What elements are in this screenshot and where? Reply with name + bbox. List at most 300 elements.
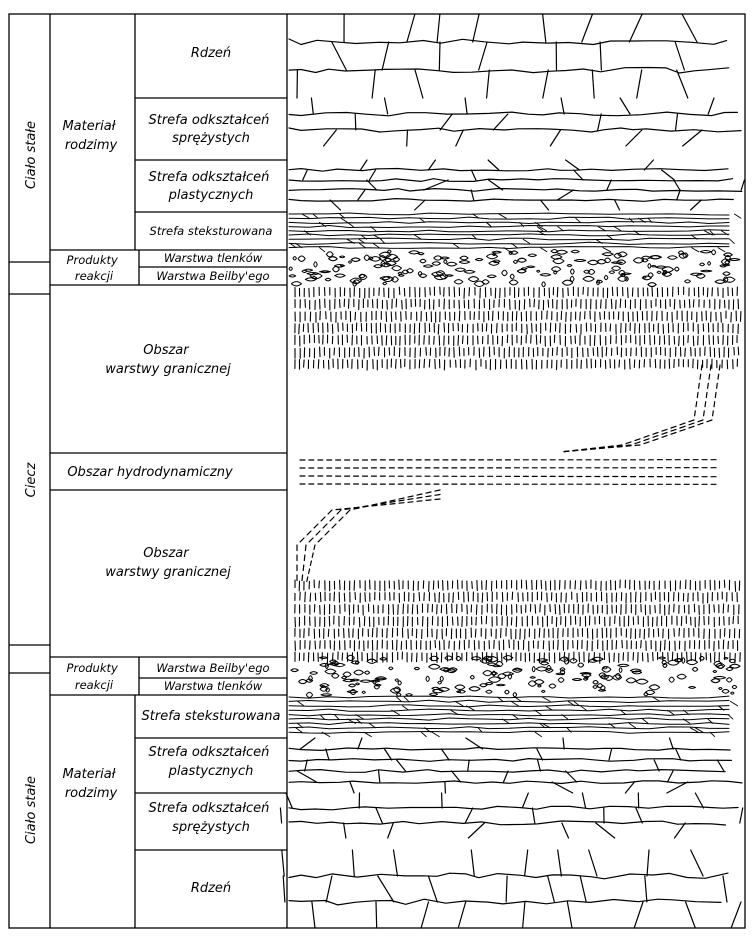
top-elastic-grain-row-line	[289, 128, 741, 132]
top-core-grain-row-line	[289, 39, 727, 45]
lower-flow-dash	[345, 508, 350, 509]
upper-flow-dash	[695, 411, 696, 416]
top-oxide-beilby-debris	[340, 256, 345, 258]
lower-boundary-molecule	[320, 593, 321, 602]
bottom-core-grain-joint	[567, 902, 572, 928]
bottom-beilby-oxide-debris	[632, 671, 641, 674]
top-oxide-beilby-debris	[700, 250, 711, 253]
top-oxide-beilby-debris	[502, 270, 507, 275]
upper-flow-dash	[653, 433, 658, 435]
lower-flow-dash	[304, 555, 305, 561]
top-oxide-beilby-debris	[527, 266, 535, 268]
bottom-beilby-oxide-debris	[558, 678, 564, 683]
bottom-elastic-grain-joint	[388, 823, 394, 838]
bottom-beilby-oxide-debris	[455, 685, 465, 690]
upper-boundary-molecule	[299, 324, 300, 334]
bottom-beilby-oxide-debris	[730, 664, 740, 668]
bottom-core-grain-joint	[282, 850, 284, 876]
lower-boundary-molecule	[665, 640, 666, 650]
top-core-grain-joint	[479, 42, 487, 70]
lower-boundary-molecule	[482, 593, 483, 602]
top-oxide-beilby-debris	[340, 265, 344, 267]
top-textured-lamina-tick	[540, 248, 547, 252]
lower-flow-dash	[399, 500, 404, 501]
upper-flow-dash	[707, 420, 712, 422]
top-oxide-beilby-debris	[542, 282, 546, 287]
bottom-beilby-oxide-debris	[578, 663, 584, 667]
bottom-textured-lamina-tick	[402, 706, 408, 710]
top-oxide-beilby-debris	[444, 260, 447, 264]
bottom-beilby-oxide-debris	[731, 692, 734, 694]
bottom-core-grain-joint	[558, 850, 562, 876]
top-oxide-beilby-debris	[668, 256, 678, 260]
lower-boundary-molecule	[310, 593, 311, 601]
top-textured-lamina-tick	[359, 243, 365, 247]
top-plastic-grain-joint	[358, 190, 365, 200]
upper-boundary-molecule	[685, 348, 686, 356]
upper-flow-dash	[671, 429, 676, 431]
lower-boundary-molecule	[486, 581, 487, 590]
upper-boundary-molecule	[548, 300, 549, 307]
upper-flow-dash	[671, 433, 676, 435]
upper-flow-dash	[717, 383, 718, 388]
upper-boundary-molecule	[534, 299, 535, 307]
bottom-beilby-oxide-debris	[537, 659, 547, 662]
top-oxide-beilby-debris	[314, 262, 318, 267]
lower-boundary-molecule	[714, 605, 715, 612]
lower-boundary-molecule	[334, 592, 335, 601]
bottom-plastic-grain-joint	[504, 771, 509, 782]
top-plastic-zone-label: Strefa odkształceń plastycznych	[148, 170, 270, 203]
top-oxide-beilby-debris	[729, 258, 740, 260]
bottom-beilby-oxide-debris	[291, 669, 298, 672]
upper-boundary-molecule	[610, 324, 611, 331]
lower-flow-dash	[325, 531, 329, 535]
bottom-plastic-grain-joint	[609, 749, 612, 760]
upper-boundary-molecule	[600, 312, 601, 319]
top-oxide-beilby-debris	[724, 253, 733, 257]
bottom-plastic-grain-joint	[452, 771, 461, 782]
bottom-textured-lamina-tick	[298, 701, 304, 705]
bottom-elastic-grain-joint	[468, 823, 484, 838]
upper-flow-dash	[653, 439, 658, 441]
bottom-textured-lamina-tick	[629, 723, 635, 727]
upper-boundary-molecule	[619, 360, 620, 367]
bottom-elastic-grain-joint	[695, 793, 703, 808]
lower-flow-dash	[426, 492, 431, 493]
lower-flow-dash	[408, 499, 413, 500]
bottom-beilby-oxide-debris	[320, 657, 328, 659]
top-oxide-beilby-debris	[513, 260, 517, 263]
bottom-plastic-grain-joint	[445, 782, 446, 793]
bottom-native-material-label: Materiał rodzimy	[62, 767, 118, 801]
top-oxide-beilby-debris	[571, 250, 579, 253]
top-oxide-beilby-debris	[643, 276, 646, 278]
lower-flow-dash	[330, 517, 334, 521]
upper-flow-dash	[617, 445, 622, 446]
upper-flow-dash	[697, 393, 698, 398]
upper-boundary-molecule	[438, 325, 439, 335]
upper-flow-dash	[671, 426, 676, 428]
lower-boundary-molecule	[555, 605, 556, 614]
lower-boundary-molecule	[558, 640, 559, 650]
bottom-beilby-oxide-debris	[722, 689, 729, 693]
upper-flow-dash	[573, 450, 578, 451]
bottom-beilby-oxide-debris	[573, 678, 582, 680]
bottom-beilby-oxide-debris	[603, 666, 608, 669]
top-textured-lamina-tick	[598, 227, 606, 231]
lower-boundary-molecule	[518, 593, 519, 602]
lower-flow-dash	[316, 531, 320, 535]
top-textured-lamina	[289, 247, 729, 249]
bottom-elastic-grain-joint	[562, 823, 569, 838]
bottom-plastic-grain-joint	[668, 771, 674, 782]
bottom-core-grain-joint	[580, 876, 586, 902]
lower-flow-dash	[332, 524, 336, 528]
bottom-beilby-oxide-debris	[356, 683, 360, 685]
top-oxide-beilby-debris	[399, 275, 405, 277]
top-textured-lamina-tick	[487, 222, 492, 226]
bottom-textured-lamina-tick	[334, 715, 338, 719]
top-elastic-grain-joint	[324, 130, 337, 146]
lower-flow-dash	[390, 500, 395, 501]
bottom-beilby-oxide-debris	[532, 666, 535, 671]
bottom-beilby-oxide-debris	[438, 681, 442, 684]
top-plastic-grain-joint	[674, 180, 680, 190]
top-oxide-beilby-debris	[574, 259, 586, 261]
top-oxide-beilby-debris	[685, 280, 691, 283]
bottom-beilby-oxide-debris	[724, 657, 728, 659]
bottom-plastic-grain-joint	[563, 738, 564, 749]
lower-flow-dash	[314, 545, 315, 549]
upper-boundary-molecule	[557, 287, 558, 297]
bottom-beilby-oxide-debris	[380, 658, 387, 661]
lower-boundary-molecule	[475, 629, 476, 637]
bottom-plastic-grain-joint	[358, 738, 362, 749]
top-textured-lamina	[289, 234, 729, 236]
upper-boundary-molecule	[527, 325, 528, 334]
lower-flow-dash	[426, 500, 431, 501]
upper-boundary-molecule	[469, 288, 470, 296]
top-core-grain-joint	[439, 42, 440, 70]
bottom-elastic-zone-label: Strefa odkształceń sprężystych	[148, 801, 270, 835]
bottom-beilby-oxide-debris	[540, 662, 548, 665]
bottom-beilby-oxide-debris	[299, 680, 307, 684]
lower-boundary-molecule	[658, 629, 659, 637]
top-oxide-beilby-debris	[487, 275, 496, 278]
upper-boundary-molecule	[435, 359, 436, 368]
top-oxide-beilby-debris	[409, 251, 419, 254]
top-plastic-grain-joint	[415, 200, 426, 210]
upper-flow-dash	[680, 423, 685, 425]
bottom-plastic-grain-joint	[379, 771, 380, 782]
upper-boundary-molecule	[516, 312, 517, 321]
lower-flow-dash	[346, 510, 350, 514]
bottom-plastic-grain-joint	[625, 782, 634, 793]
bottom-elastic-grain-joint	[740, 808, 743, 823]
upper-boundary-molecule	[721, 312, 722, 322]
upper-boundary-molecule	[628, 288, 629, 298]
top-core-grain-joint	[637, 70, 642, 98]
lower-boundary-molecule	[687, 652, 688, 661]
upper-flow-dash	[582, 449, 587, 450]
top-textured-lamina-tick	[692, 248, 699, 252]
bottom-textured-lamina-tick	[432, 732, 439, 736]
upper-boundary-molecule	[738, 347, 739, 355]
upper-flow-dash	[698, 420, 703, 422]
lower-flow-dash	[328, 510, 332, 514]
top-oxide-beilby-debris	[474, 281, 484, 286]
upper-boundary-molecule	[709, 335, 710, 344]
bottom-oxide-layer-label: Warstwa tlenków	[163, 679, 263, 693]
top-textured-lamina-tick	[718, 248, 725, 252]
lower-boundary-molecule	[564, 652, 565, 659]
top-textured-lamina-tick	[341, 218, 348, 222]
upper-boundary-molecule	[355, 312, 356, 320]
top-oxide-beilby-debris	[604, 275, 608, 279]
top-plastic-grain-joint	[361, 160, 368, 170]
upper-flow-dash	[705, 402, 706, 407]
lower-boundary-molecule	[660, 641, 661, 651]
bottom-elastic-grain-joint	[532, 808, 534, 823]
lower-boundary-molecule	[699, 617, 700, 627]
bottom-core-grain-joint	[645, 876, 647, 902]
bottom-beilby-oxide-debris	[471, 657, 481, 660]
bottom-elastic-grain-joint	[582, 793, 585, 808]
top-oxide-beilby-debris	[701, 270, 712, 272]
top-textured-lamina-tick	[313, 214, 318, 218]
bottom-elastic-grain-row-line	[289, 806, 738, 810]
upper-boundary-molecule	[349, 299, 350, 308]
top-oxide-beilby-debris	[521, 268, 527, 270]
lower-boundary-molecule	[357, 652, 358, 662]
bottom-plastic-grain-joint	[566, 771, 577, 782]
top-elastic-grain-joint	[465, 98, 467, 114]
lower-flow-dash	[305, 545, 306, 551]
bottom-plastic-grain-joint	[468, 760, 470, 771]
upper-flow-dash	[700, 374, 701, 379]
top-textured-lamina-tick	[320, 248, 325, 252]
bottom-plastic-grain-row-line	[289, 748, 730, 751]
top-oxide-beilby-debris	[454, 280, 463, 284]
top-oxide-beilby-debris	[517, 269, 526, 273]
bottom-beilby-oxide-debris	[618, 664, 629, 666]
bottom-beilby-oxide-debris	[469, 687, 480, 691]
bottom-beilby-oxide-debris	[440, 676, 443, 681]
top-oxide-beilby-debris	[312, 277, 317, 279]
bottom-beilby-oxide-debris	[713, 671, 717, 673]
lower-boundary-molecule	[622, 640, 623, 648]
bottom-elastic-grain-joint	[344, 823, 346, 838]
bottom-plastic-grain-row-line	[289, 781, 742, 784]
bottom-beilby-oxide-debris	[505, 690, 509, 694]
lower-boundary-molecule	[526, 581, 527, 590]
lower-boundary-molecule	[435, 593, 436, 601]
bottom-beilby-oxide-debris	[649, 685, 660, 690]
bottom-beilby-oxide-debris	[389, 667, 393, 670]
upper-boundary-molecule	[493, 311, 494, 320]
lower-flow-dash	[318, 538, 322, 542]
upper-boundary-molecule	[674, 300, 675, 310]
upper-flow-dash	[644, 439, 649, 441]
top-oxide-beilby-debris	[289, 267, 292, 270]
upper-boundary-molecule	[576, 324, 577, 332]
upper-flow-dash	[701, 365, 702, 370]
top-textured-lamina	[289, 217, 729, 219]
top-core-grain-joint	[582, 14, 593, 42]
lower-flow-dash	[417, 501, 422, 502]
top-core-grain-joint	[487, 70, 490, 98]
top-oxide-beilby-debris	[322, 271, 328, 273]
lower-flow-dash	[381, 505, 386, 506]
top-oxide-beilby-debris	[518, 258, 527, 262]
top-plastic-grain-joint	[540, 200, 548, 210]
lower-flow-dash	[314, 524, 318, 528]
bottom-beilby-oxide-debris	[528, 681, 536, 686]
bottom-beilby-oxide-debris	[429, 664, 440, 669]
bottom-textured-lamina	[289, 718, 729, 720]
upper-boundary-molecule	[347, 360, 348, 368]
bottom-core-grain-joint	[686, 902, 696, 928]
upper-boundary-molecule	[497, 324, 498, 333]
upper-flow-dash	[635, 439, 640, 441]
top-elastic-grain-joint	[598, 114, 602, 130]
lower-flow-dash	[310, 561, 311, 565]
top-oxide-beilby-debris	[723, 272, 730, 276]
bottom-textured-lamina	[289, 727, 729, 729]
top-elastic-grain-row-line	[289, 112, 737, 116]
top-core-grain-joint	[372, 70, 375, 98]
lower-flow-dash	[435, 490, 440, 491]
bottom-beilby-oxide-debris	[486, 690, 492, 693]
microstructure-illustration	[280, 14, 744, 928]
phase-label-top-solid: Ciało stałe	[24, 120, 39, 190]
top-oxide-beilby-debris	[492, 251, 501, 253]
lower-boundary-molecule	[403, 604, 404, 614]
bottom-beilby-oxide-debris	[426, 676, 430, 681]
bottom-textured-lamina-tick	[731, 701, 738, 705]
lower-boundary-molecule	[328, 629, 329, 636]
upper-flow-dash	[706, 393, 707, 398]
upper-boundary-molecule	[459, 311, 460, 321]
lower-flow-dash	[309, 538, 313, 542]
bottom-textured-lamina	[289, 731, 729, 733]
bottom-beilby-oxide-debris	[682, 658, 685, 663]
bottom-textured-lamina-tick	[535, 732, 541, 736]
bottom-textured-lamina-tick	[421, 732, 426, 736]
top-oxide-beilby-debris	[648, 273, 653, 277]
top-oxide-beilby-debris	[540, 274, 551, 276]
bottom-textured-lamina	[289, 705, 729, 707]
bottom-core-grain-joint	[548, 876, 555, 902]
upper-flow-dash	[689, 423, 694, 425]
bottom-core-grain-joint	[378, 876, 394, 902]
lower-boundary-molecule	[539, 628, 540, 637]
top-elastic-zone-label: Strefa odkształceń sprężystych	[148, 113, 270, 146]
top-oxide-beilby-debris	[708, 262, 711, 266]
top-oxide-beilby-debris	[648, 283, 657, 287]
bottom-textured-lamina	[289, 714, 729, 716]
lower-boundary-molecule	[575, 581, 576, 589]
upper-boundary-molecule	[620, 299, 621, 307]
bottom-elastic-grain-joint	[636, 808, 642, 823]
upper-flow-dash	[689, 426, 694, 428]
top-plastic-grain-row-line	[289, 199, 733, 202]
top-oxide-beilby-debris	[612, 266, 621, 270]
top-oxide-beilby-debris	[648, 264, 651, 269]
lower-flow-dash	[323, 524, 327, 528]
lower-flow-dash	[337, 510, 341, 514]
lower-boundary-molecule	[305, 592, 306, 602]
top-plastic-grain-joint	[488, 160, 499, 170]
top-oxide-beilby-debris	[329, 257, 338, 261]
top-elastic-grain-joint	[561, 98, 564, 114]
top-oxide-beilby-debris	[602, 253, 613, 256]
bottom-beilby-oxide-debris	[686, 660, 697, 665]
lower-flow-dash	[408, 496, 413, 497]
bottom-beilby-oxide-debris	[470, 676, 474, 680]
upper-boundary-molecule	[593, 348, 594, 355]
upper-boundary-molecule	[532, 324, 533, 333]
top-textured-zone-label: Strefa steksturowana	[149, 224, 273, 238]
top-core-grain-joint	[543, 70, 548, 98]
top-oxide-beilby-debris	[460, 256, 468, 260]
upper-flow-dash	[718, 374, 719, 379]
bottom-core-grain-joint	[731, 902, 741, 928]
top-core-grain-joint	[473, 14, 479, 42]
bottom-beilby-oxide-debris	[486, 683, 493, 685]
top-oxide-beilby-debris	[468, 277, 478, 282]
top-core-grain-joint	[543, 14, 546, 42]
upper-boundary-molecule	[719, 348, 720, 357]
bottom-plastic-grain-joint	[350, 782, 354, 793]
upper-boundary-molecule	[454, 287, 455, 297]
lower-boundary-molecule	[579, 652, 580, 661]
phase-label-bottom-solid: Ciało stałe	[24, 775, 39, 845]
top-oxide-beilby-debris	[657, 271, 661, 273]
top-textured-lamina-tick	[603, 248, 611, 252]
lower-boundary-molecule	[735, 581, 736, 591]
upper-boundary-molecule	[386, 336, 387, 345]
upper-flow-dash	[713, 411, 714, 416]
bottom-beilby-oxide-debris	[306, 692, 312, 697]
top-core-grain-row-line	[289, 68, 729, 74]
top-oxide-beilby-debris	[459, 261, 469, 264]
top-oxide-beilby-debris	[418, 253, 424, 255]
top-oxide-beilby-debris	[551, 250, 558, 253]
bottom-plastic-grain-joint	[667, 782, 688, 793]
bottom-textured-lamina-tick	[320, 715, 324, 719]
lower-flow-dash	[302, 575, 303, 581]
top-textured-lamina-tick	[576, 218, 581, 222]
top-core-grain-joint	[675, 42, 684, 70]
upper-boundary-molecule	[458, 336, 459, 346]
lower-boundary-molecule	[472, 582, 473, 589]
bottom-plastic-grain-joint	[326, 749, 329, 760]
top-oxide-beilby-debris	[374, 265, 382, 268]
upper-flow-dash	[662, 433, 667, 435]
lower-boundary-molecule	[412, 605, 413, 615]
top-oxide-beilby-debris	[388, 250, 392, 253]
upper-boundary-molecule	[402, 300, 403, 309]
top-beilby-layer-label: Warstwa Beilby'ego	[156, 269, 270, 283]
bottom-beilby-oxide-debris	[489, 677, 501, 682]
upper-flow-dash	[680, 426, 685, 428]
top-plastic-grain-joint	[369, 170, 375, 180]
top-oxide-beilby-debris	[528, 254, 536, 256]
upper-flow-dash	[591, 448, 596, 449]
upper-flow-dash	[599, 447, 604, 448]
